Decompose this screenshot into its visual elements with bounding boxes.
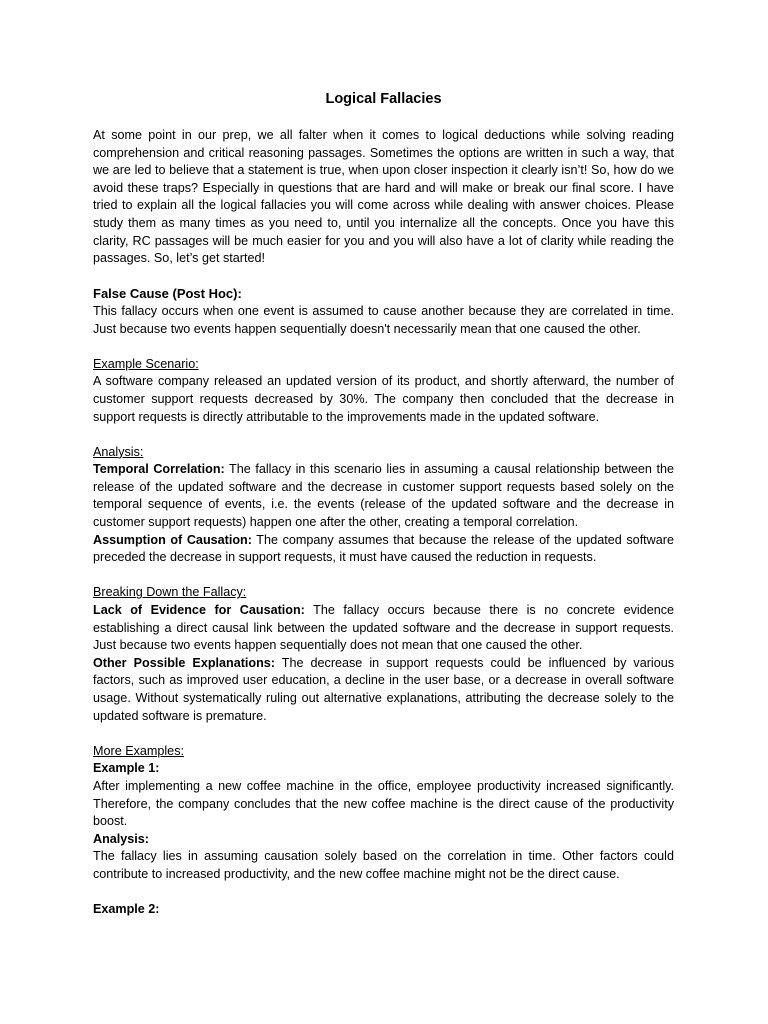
example-scenario-heading: Example Scenario: [93,356,199,371]
breaking-down-item-explanations [93,655,674,725]
example-1-label: Example 1: [93,761,160,776]
intro-paragraph: At some point in our prep, we all falter when it comes to logical deductions while solving reading comprehension and critical reasoning passages. Sometimes the options are written in such a way, that we are led to believe that a statement is true, when upon closer inspection it clearly isn’t! So, how do we avoid these traps? Especially in questions that are hard and will make or break our final score. I have tried to explain all the logical fallacies you will come across while dealing with answer choices. Please study them as many times as you need to, until you internalize all the concepts. Once you have this clarity, RC passages will be much easier for you and you will also have a lot of clarity while reading the passages. So, let’s get started! [93,128,674,266]
breaking-down-item-text: The fallacy occurs because there is no concrete evidence establishing a direct causal link between the updated software and the decrease in support requests. Just because two events happen sequentially does not mean that one caused the other. [93,603,674,653]
example-1-analysis-text: The fallacy lies in assuming causation solely based on the correlation in time. Other factors could contribute to increased productivity, and the new coffee machine might not be the direct cause. [93,849,674,881]
spacer [93,567,674,585]
analysis-heading: Analysis: [93,444,144,459]
document-title: Logical Fallacies [325,91,442,107]
breaking-down-item-text: The decrease in support requests could be influenced by various factors, such as improved user education, a decline in the user base, or a decrease in overall software usage. Without systematically ruling out alternative explanations, attributing the decrease solely to the updated software is premature. [93,655,674,723]
spacer [93,338,674,356]
more-examples-heading: More Examples: [93,743,184,758]
example-1-text: After implementing a new coffee machine in the office, employee productivity increased significantly. Therefore, the company concludes that the new coffee machine is the direct cause of the productivity boost. [93,778,674,829]
spacer [93,426,674,444]
analysis-item-label: Assumption of Causation: [93,532,252,547]
analysis-item-text: The fallacy in this scenario lies in assuming a causal relationship between the release of the updated software and the decrease in customer support requests based solely on the temporal sequence of events, i.e. the events (release of the updated software and the decrease in customer support requests) happen one after the other, creating a temporal correlation. [93,462,674,530]
false-cause-definition: This fallacy occurs when one event is assumed to cause another because they are correlated in time. Just because two events happen sequentially doesn't necessarily mean that one caused the other. [93,303,674,336]
breaking-down-item-label: Lack of Evidence for Causation: [93,603,305,618]
false-cause-heading: False Cause (Post Hoc): [93,286,242,302]
analysis-item-temporal [93,461,674,531]
example-scenario-text: A software company released an updated version of its product, and shortly afterward, the number of customer support requests decreased by 30%. The company then concluded that the decrease in support requests is directly attributable to the improvements made in the updated software. [93,374,674,424]
spacer [93,268,674,286]
analysis-item-label: Temporal Correlation: [93,462,225,477]
analysis-item-assumption [93,532,674,567]
breaking-down-item-label: Other Possible Explanations: [93,655,275,670]
breaking-down-item-evidence [93,602,674,655]
example-2-label: Example 2: [93,902,160,917]
example-1-analysis-label: Analysis: [93,831,149,846]
spacer [93,884,674,902]
spacer [93,725,674,743]
analysis-item-text: The company assumes that because the release of the updated software preceded the decrease in support requests, it must have caused the reduction in requests. [93,532,674,565]
breaking-down-heading: Breaking Down the Fallacy: [93,585,247,600]
